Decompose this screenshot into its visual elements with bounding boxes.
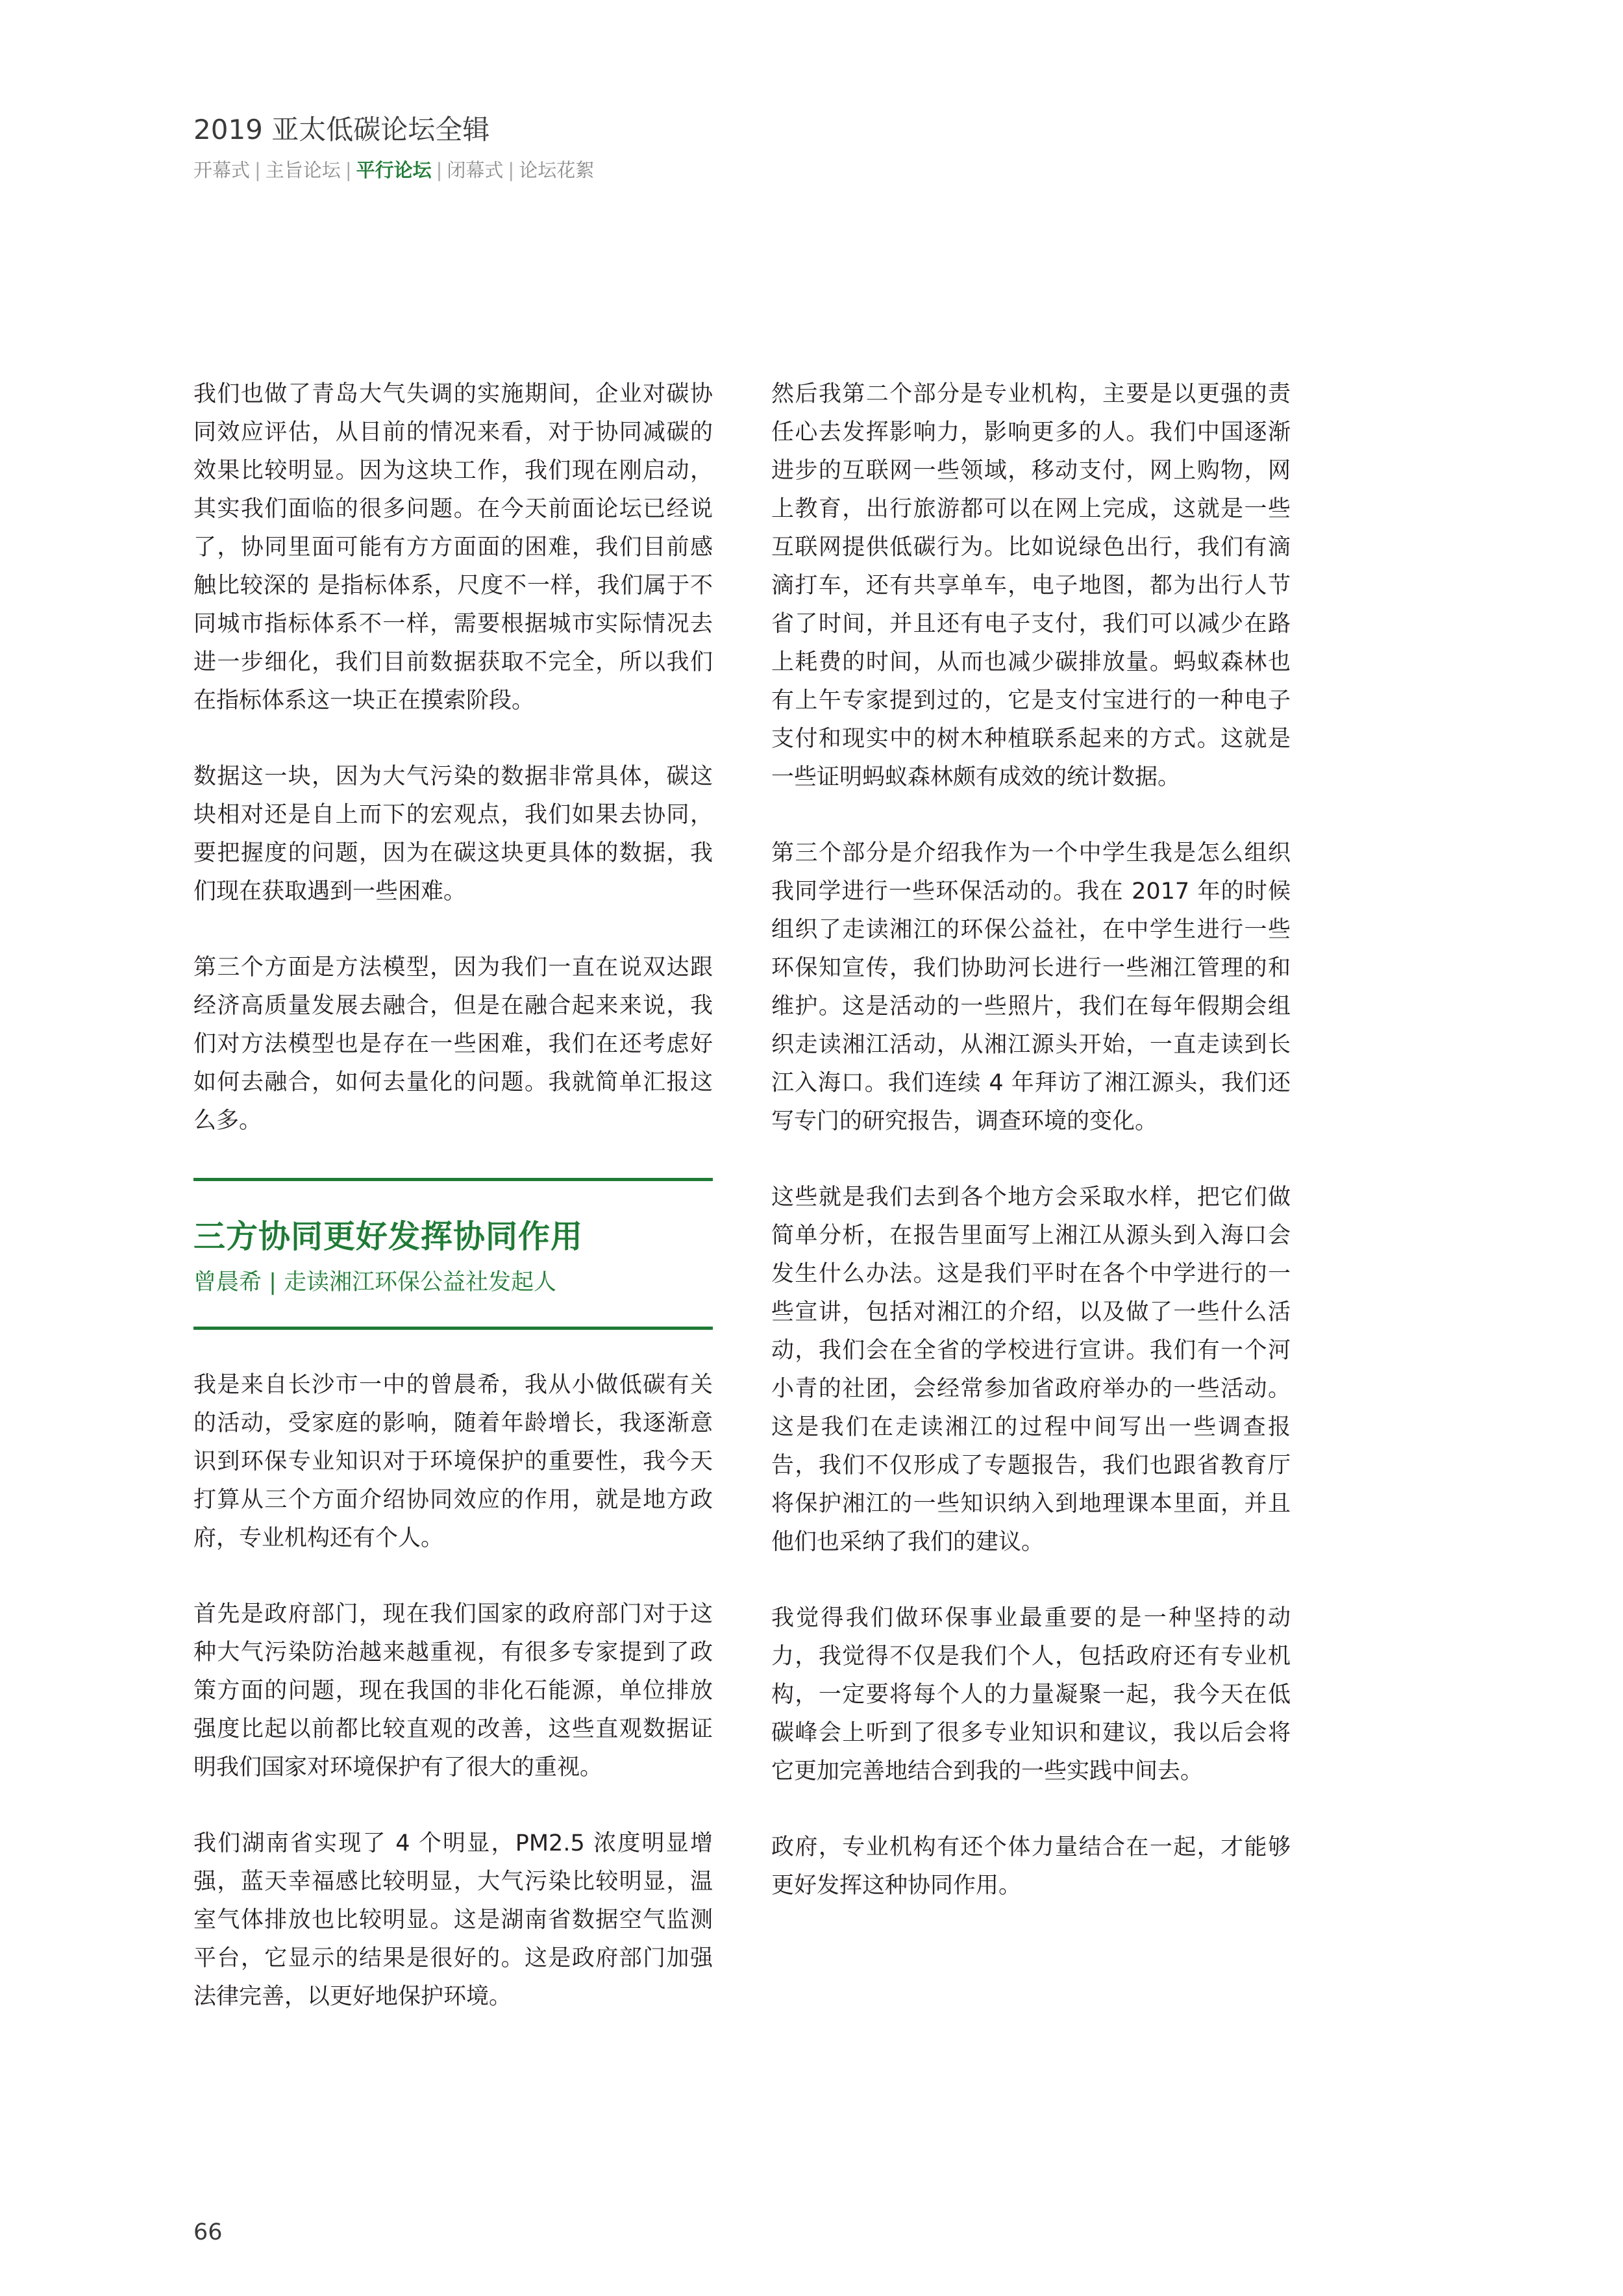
body-paragraph: 我们也做了青岛大气失调的实施期间，企业对碳协同效应评估，从目前的情况来看，对于协同减碳的效果比较明显。因为这块工作，我们现在刚启动，其实我们面临的很多问题。在今天前面论坛已经说了，协同里面可能有方方面面的困难，我们目前感触比较深的 是指标体系，尺度不一样，我们属于不同城市指标体系不一样，需要根据城市实际情况去进一步细化，我们目前数据获取不完全，所以我们在指标体系这一块正在摸索阶段。 [193,381,713,714]
body-paragraph: 我是来自长沙市一中的曾晨希，我从小做低碳有关的活动，受家庭的影响，随着年龄增长，我逐渐意识到环保专业知识对于环境保护的重要性，我今天打算从三个方面介绍协同效应的作用，就是地方政府，专业机构还有个人。 [193,1372,713,1551]
publication-title: 2019 亚太低碳论坛全辑 [193,114,490,145]
section-title: 三方协同更好发挥协同作用 [193,1218,584,1255]
body-paragraph: 我们湖南省实现了 4 个明显，PM2.5 浓度明显增强，蓝天幸福感比较明显，大气污染比较明显，温室气体排放也比较明显。这是湖南省数据空气监测平台，它显示的结果是很好的。这是政府部门加强法律完善，以更好地保护环境。 [193,1830,713,2010]
page-number: 66 [193,2219,223,2245]
section-nav [193,157,594,183]
section-divider-top [193,1178,713,1181]
right-column [771,375,1291,1943]
nav-separator: | [254,159,261,181]
body-paragraph: 首先是政府部门，现在我们国家的政府部门对于这种大气污染防治越来越重视，有很多专家提到了政策方面的问题，现在我国的非化石能源，单位排放强度比起以前都比较直观的改善，这些直观数据证明我们国家对环境保护有了很大的重视。 [193,1601,713,1780]
body-paragraph: 第三个方面是方法模型，因为我们一直在说双达跟经济高质量发展去融合，但是在融合起来来说，我们对方法模型也是存在一些困难，我们在还考虑好如何去融合，如何去量化的问题。我就简单汇报这么多。 [193,955,713,1134]
body-paragraph: 这些就是我们去到各个地方会采取水样，把它们做简单分析，在报告里面写上湘江从源头到入海口会发生什么办法。这是我们平时在各个中学进行的一些宣讲，包括对湘江的介绍，以及做了一些什么活动，我们会在全省的学校进行宣讲。我们有一个河小青的社团，会经常参加省政府举办的一些活动。这是我们在走读湘江的过程中间写出一些调查报告，我们不仅形成了专题报告，我们也跟省教育厅将保护湘江的一些知识纳入到地理课本里面，并且他们也采纳了我们的建议。 [771,1184,1291,1555]
body-paragraph: 我觉得我们做环保事业最重要的是一种坚持的动力，我觉得不仅是我们个人，包括政府还有专业机构，一定要将每个人的力量凝聚一起，我今天在低碳峰会上听到了很多专业知识和建议，我以后会将它更加完善地结合到我的一些实践中间去。 [771,1605,1291,1784]
nav-item-keynote[interactable]: 主旨论坛 [265,159,341,181]
nav-item-highlights[interactable]: 论坛花絮 [519,159,595,181]
nav-separator: | [436,159,443,181]
nav-item-closing[interactable]: 闭幕式 [447,159,504,181]
nav-separator: | [345,159,352,181]
body-paragraph: 数据这一块，因为大气污染的数据非常具体，碳这块相对还是自上而下的宏观点，我们如果去协同，要把握度的问题，因为在碳这块更具体的数据，我们现在获取遇到一些困难。 [193,764,713,905]
body-paragraph: 第三个部分是介绍我作为一个中学生我是怎么组织我同学进行一些环保活动的。我在 2017 年的时候组织了走读湘江的环保公益社，在中学生进行一些环保知宣传，我们协助河长进行一些湘江管理的和维护。这是活动的一些照片，我们在每年假期会组织走读湘江活动，从湘江源头开始，一直走读到长江入海口。我们连续 4 年拜访了湘江源头，我们还写专门的研究报告，调查环境的变化。 [771,840,1291,1134]
nav-separator: | [508,159,515,181]
nav-item-opening[interactable]: 开幕式 [193,159,251,181]
left-column [193,375,713,2054]
section-divider-bottom [193,1327,713,1330]
body-paragraph: 政府，专业机构有还个体力量结合在一起，才能够更好发挥这种协同作用。 [771,1834,1291,1899]
body-paragraph: 然后我第二个部分是专业机构，主要是以更强的责任心去发挥影响力，影响更多的人。我们中国逐渐进步的互联网一些领域，移动支付，网上购物，网上教育，出行旅游都可以在网上完成，这就是一些互联网提供低碳行为。比如说绿色出行，我们有滴滴打车，还有共享单车，电子地图，都为出行人节省了时间，并且还有电子支付，我们可以减少在路上耗费的时间，从而也减少碳排放量。蚂蚁森林也有上午专家提到过的，它是支付宝进行的一种电子支付和现实中的树木种植联系起来的方式。这就是一些证明蚂蚁森林颇有成效的统计数据。 [771,381,1291,790]
section-author: 曾晨希 | 走读湘江环保公益社发起人 [193,1269,557,1295]
nav-item-parallel-forum[interactable]: 平行论坛 [356,159,432,181]
